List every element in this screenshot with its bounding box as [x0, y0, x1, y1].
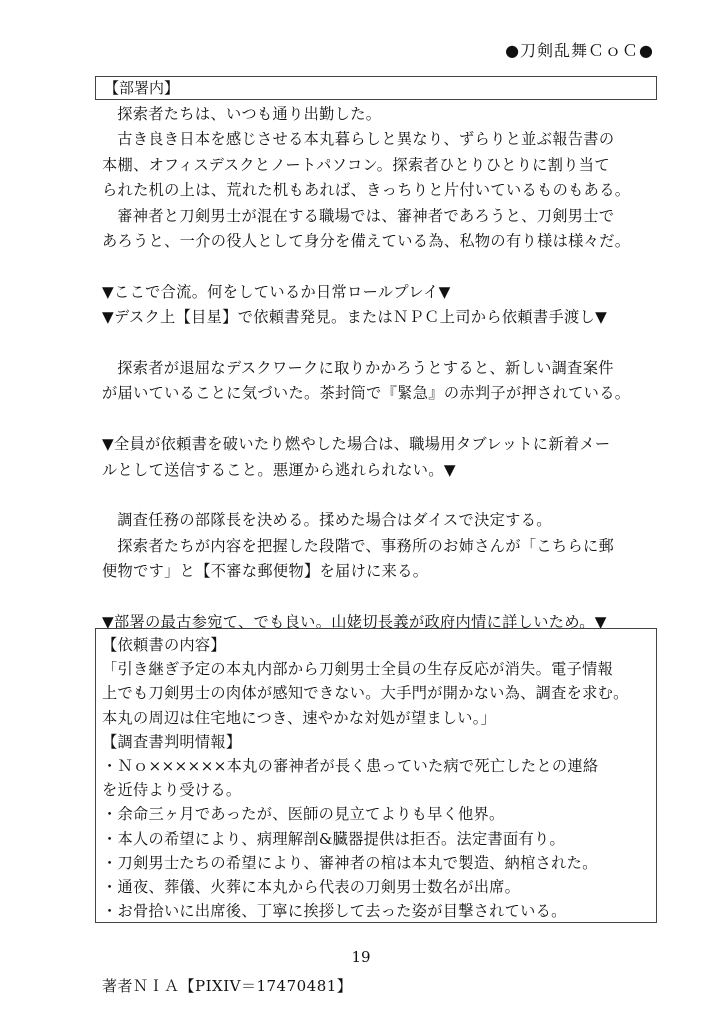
- request-quote-line: 「引き継ぎ予定の本丸内部から刀剣男士全員の生存反応が消失。電子情報: [102, 660, 614, 679]
- request-quote-line: 本丸の周辺は住宅地につき、速やかな対処が望ましい。」: [102, 708, 497, 727]
- paragraph-line: 調査任務の部隊長を決める。揉めた場合はダイスで決定する。: [117, 511, 552, 530]
- gm-note: ▼全員が依頼書を破いたり燃やした場合は、職場用タブレットに新着メー: [102, 435, 611, 454]
- paragraph-line: 審神者と刀剣男士が混在する職場では、審神者であろうと、刀剣男士で: [117, 206, 615, 225]
- info-item: を近侍より受ける。: [102, 781, 242, 800]
- paragraph-line: 探索者たちは、いつも通り出勤した。: [117, 105, 382, 123]
- paragraph-line: あろうと、一介の役人として身分を備えている為、私物の有り様は様々だ。: [102, 232, 631, 251]
- info-item: ・通夜、葬儀、火葬に本丸から代表の刀剣男士数名が出席。: [102, 878, 521, 897]
- main-text: [102, 102, 654, 635]
- request-content-box: [95, 628, 657, 923]
- info-heading: 【調査書判明情報】: [102, 732, 242, 751]
- paragraph-line: 古き良き日本を感じさせる本丸暮らしと異なり、ずらりと並ぶ報告書の: [117, 130, 615, 149]
- page-number: 19: [351, 948, 371, 966]
- author-credit: 著者ＮＩＡ【PIXIV＝17470481】: [102, 977, 353, 995]
- info-item: ・本人の希望により、病理解剖&臓器提供は拒否。法定書面有り。: [102, 829, 565, 848]
- gm-note: ▼デスク上【目星】で依頼書発見。またはＮＰＣ上司から依頼書手渡し▼: [102, 308, 608, 327]
- paragraph-line: 探索者たちが内容を把握した段階で、事務所のお姉さんが「こちらに郵: [117, 536, 615, 555]
- paragraph-line: 本棚、オフィスデスクとノートパソコン。探索者ひとりひとりに割り当て: [102, 155, 610, 174]
- request-heading: 【依頼書の内容】: [102, 636, 226, 654]
- info-item: ・お骨拾いに出席後、丁寧に挨拶して去った姿が目撃されている。: [102, 902, 567, 921]
- section-title-box: 【部署内】: [95, 76, 657, 100]
- paragraph-line: られた机の上は、荒れた机もあれば、きっちりと片付いているものもある。: [102, 181, 631, 200]
- document-header-title: ●刀剣乱舞ＣｏＣ●: [505, 41, 654, 60]
- request-quote-line: 上でも刀剣男士の肉体が感知できない。大手門が開かない為、調査を求む。: [102, 684, 629, 703]
- paragraph-line: 探索者が退屈なデスクワークに取りかかろうとすると、新しい調査案件: [117, 359, 614, 378]
- info-item: ・Ｎｏ××××××本丸の審神者が長く患っていた病で死亡したとの連絡: [102, 757, 599, 776]
- gm-note: ルとして送信すること。悪運から逃れられない。▼: [102, 460, 456, 479]
- gm-note: ▼ここで合流。何をしているか日常ロールプレイ▼: [102, 282, 451, 301]
- info-item: ・刀剣男士たちの希望により、審神者の棺は本丸で製造、納棺された。: [102, 853, 598, 872]
- paragraph-line: 便物です」と【不審な郵便物】を届けに来る。: [102, 562, 429, 581]
- gm-note: ▼部署の最古参宛て、でも良い。山姥切長義が政府内情に詳しいため。▼: [102, 613, 607, 632]
- paragraph-line: が届いていることに気づいた。茶封筒で『緊急』の赤判子が押されている。: [102, 384, 631, 403]
- info-item: ・余命三ヶ月であったが、医師の見立てよりも早く他界。: [102, 805, 505, 824]
